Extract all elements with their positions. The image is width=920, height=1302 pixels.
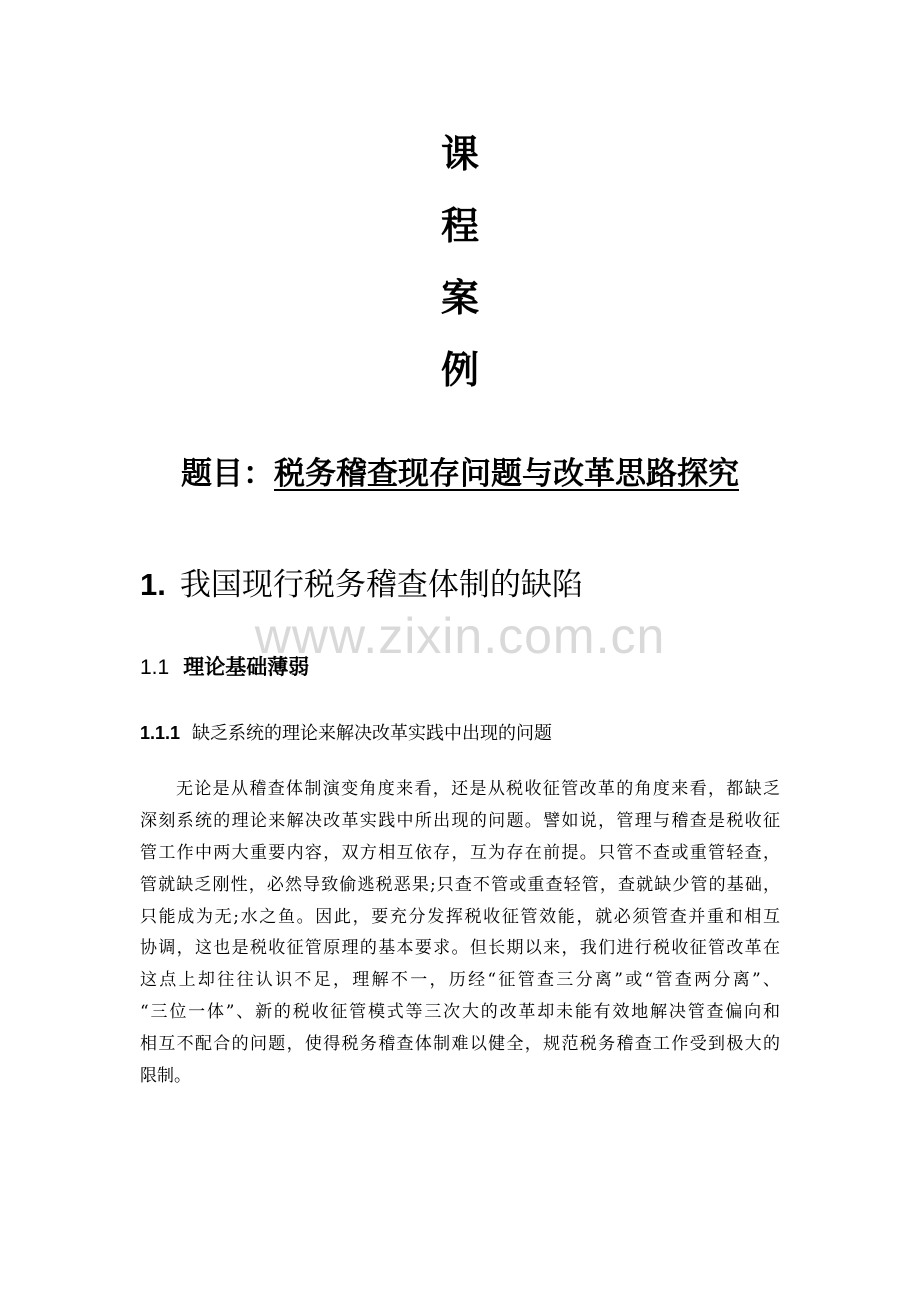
body-paragraph — [140, 774, 780, 1093]
subject-label: 题目： — [181, 456, 274, 492]
paragraph-line: 管工作中两大重要内容，双方相互依存，互为存在前提。只管不查或重管轻查， — [140, 842, 780, 863]
watermark: www.zixin.com.cn — [254, 608, 666, 664]
cover-title-char: 程 — [440, 204, 479, 248]
paragraph-line: 只能成为无;水之鱼。因此，要充分发挥税收征管效能，就必须管查并重和相互 — [140, 906, 780, 927]
cover-title-char: 案 — [440, 276, 479, 320]
section-heading-1 — [140, 560, 583, 610]
subsection-title: 理论基础薄弱 — [183, 655, 310, 679]
paragraph-line: 限制。 — [140, 1066, 191, 1087]
section-heading-1-1-1 — [140, 718, 552, 749]
paragraph-line: 管就缺乏刚性，必然导致偷逃税恶果;只查不管或重查轻管，查就缺少管的基础， — [140, 874, 780, 895]
paragraph-line: 深刻系统的理论来解决改革实践中所出现的问题。譬如说，管理与稽查是税收征 — [140, 810, 780, 831]
cover-title-char: 例 — [440, 348, 479, 392]
cover-title — [0, 118, 920, 406]
paragraph-line: “三位一体”、新的税收征管模式等三次大的改革却未能有效地解决管查偏向和 — [140, 1002, 780, 1023]
paragraph-line: 协调，这也是税收征管原理的基本要求。但长期以来，我们进行税收征管改革在 — [140, 938, 780, 959]
subsubsection-title: 缺乏系统的理论来解决改革实践中出现的问题 — [192, 723, 553, 744]
section-heading-1-1 — [140, 650, 309, 685]
cover-title-char: 课 — [440, 132, 479, 176]
section-title: 我国现行税务稽查体制的缺陷 — [179, 567, 583, 603]
paragraph-line: 相互不配合的问题，使得税务稽查体制难以健全，规范税务稽查工作受到极大的 — [140, 1034, 780, 1055]
subject-heading — [0, 448, 920, 500]
paragraph-line: 无论是从稽查体制演变角度来看，还是从税收征管改革的角度来看，都缺乏 — [176, 779, 780, 799]
subsubsection-number: 1.1.1 — [140, 723, 181, 743]
section-number: 1. — [140, 567, 166, 602]
subsection-number: 1.1 — [140, 656, 170, 679]
subject-text: 税务稽查现存问题与改革思路探究 — [274, 456, 739, 492]
paragraph-line: 这点上却往往认识不足，理解不一，历经“征管查三分离”或“管查两分离”、 — [140, 970, 780, 991]
